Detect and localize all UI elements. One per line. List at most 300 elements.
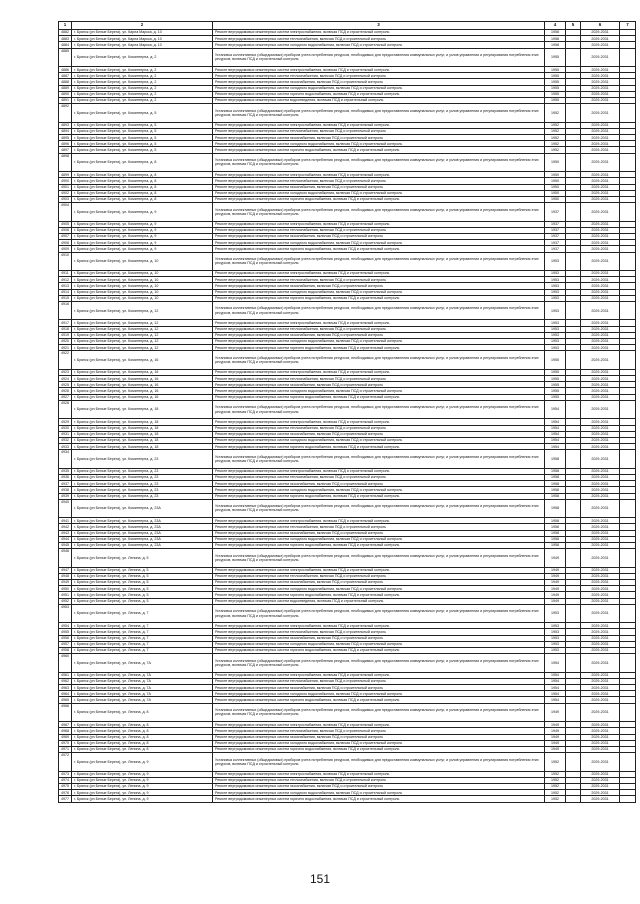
empty-cell <box>620 153 636 172</box>
work-type-cell: Ремонт внутридомовых инженерных систем электроснабжения, включая ПСД и строительный контроль <box>213 172 545 178</box>
work-type-cell: Установка коллективных (общедомовых) приборов учета потребления ресурсов, необходимых для предоставления коммунальных услуг, и узлов управления и регулирования потребления этих ресурсов, включая ПСД и строительный контроль <box>213 450 545 469</box>
work-type-cell: Ремонт внутридомовых инженерных систем холодного водоснабжения, включая ПСД и строительный контроль <box>213 487 545 493</box>
address-cell: г. Брянск (рп Белые Берега), ул. Ленина, д. 7 <box>72 623 213 629</box>
period-cell: 2029-2031 <box>581 678 620 684</box>
address-cell: г. Брянск (рп Белые Берега), ул. Ленина, д. 8 <box>72 722 213 728</box>
build-year-cell: 1958 <box>545 493 566 499</box>
row-number-cell: 4929 <box>59 419 72 425</box>
address-cell: г. Брянск (рп Белые Берега), ул. Ленина, д. 5 <box>72 549 213 568</box>
build-year-cell: 1958 <box>545 487 566 493</box>
build-year-cell: 1958 <box>545 530 566 536</box>
period-cell: 2029-2031 <box>581 790 620 796</box>
row-number-cell: 4889 <box>59 85 72 91</box>
row-number-cell: 4918 <box>59 326 72 332</box>
build-year-cell: 1954 <box>545 400 566 419</box>
row-number-cell: 4884 <box>59 42 72 48</box>
period-cell: 2029-2031 <box>581 592 620 598</box>
period-cell: 2029-2031 <box>581 468 620 474</box>
build-year-cell: 1952 <box>545 777 566 783</box>
address-cell: г. Брянск (рп Белые Берега), ул. Ленина, д. 7 <box>72 635 213 641</box>
row-number-cell: 4930 <box>59 425 72 431</box>
build-year-cell: 1949 <box>545 728 566 734</box>
work-type-cell: Ремонт внутридомовых инженерных систем горячего водоснабжения, включая ПСД и строительный контроль <box>213 295 545 301</box>
address-cell: г. Брянск (рп Белые Берега), ул. Ленина, д. 5 <box>72 598 213 604</box>
empty-cell <box>566 549 581 568</box>
row-number-cell: 4890 <box>59 91 72 97</box>
address-cell: г. Брянск (рп Белые Берега), ул. Коминтерна, д. 16 <box>72 376 213 382</box>
address-cell: г. Брянск (рп Белые Берега), ул. Коминтерна, д. 10 <box>72 277 213 283</box>
build-year-cell: 1952 <box>545 753 566 772</box>
work-type-cell: Ремонт внутридомовых инженерных систем холодного водоснабжения, включая ПСД и строительный контроль <box>213 691 545 697</box>
address-cell: г. Брянск (рп Белые Берега), ул. Коминтерна, д. 2 <box>72 79 213 85</box>
row-number-cell: 4956 <box>59 635 72 641</box>
column-number-row <box>59 22 636 30</box>
empty-cell <box>620 203 636 222</box>
work-type-cell: Установка коллективных (общедомовых) приборов учета потребления ресурсов, необходимых для предоставления коммунальных услуг, и узлов управления и регулирования потребления этих ресурсов, включая ПСД и строительный контроль <box>213 153 545 172</box>
build-year-cell: 1958 <box>545 36 566 42</box>
table-row <box>59 499 636 518</box>
period-cell: 2029-2031 <box>581 487 620 493</box>
work-type-cell: Ремонт внутридомовых инженерных систем электроснабжения, включая ПСД и строительный контроль <box>213 122 545 128</box>
address-cell: г. Брянск (рп Белые Берега), ул. Коминтерна, д. 16 <box>72 382 213 388</box>
build-year-cell: 1958 <box>545 468 566 474</box>
row-number-cell: 4936 <box>59 474 72 480</box>
col-1-header: 1 <box>59 22 72 30</box>
period-cell: 2029-2031 <box>581 240 620 246</box>
address-cell: г. Брянск (рп Белые Берега), ул. Ленина, д. 8 <box>72 740 213 746</box>
table-body <box>59 30 636 803</box>
address-cell: г. Брянск (рп Белые Берега), ул. Коминтерна, д. 9 <box>72 246 213 252</box>
work-type-cell: Ремонт внутридомовых инженерных систем электроснабжения, включая ПСД и строительный контроль <box>213 67 545 73</box>
build-year-cell: 1953 <box>545 623 566 629</box>
period-cell: 2029-2031 <box>581 67 620 73</box>
row-number-cell: 4946 <box>59 549 72 568</box>
row-number-cell: 4950 <box>59 586 72 592</box>
work-type-cell: Ремонт внутридомовых инженерных систем газоснабжения, включая ПСД и строительный контроль <box>213 685 545 691</box>
address-cell: г. Брянск (рп Белые Берега), ул. Коминтерна, д. 16 <box>72 388 213 394</box>
work-type-cell: Ремонт внутридомовых инженерных систем газоснабжения, включая ПСД и строительный контроль <box>213 233 545 239</box>
empty-cell <box>566 351 581 370</box>
period-cell: 2029-2031 <box>581 73 620 79</box>
work-type-cell: Ремонт внутридомовых инженерных систем холодного водоснабжения, включая ПСД и строительный контроль <box>213 339 545 345</box>
build-year-cell: 1955 <box>545 67 566 73</box>
address-cell: г. Брянск (рп Белые Берега), ул. Ленина, д. 7 <box>72 648 213 654</box>
work-type-cell: Установка коллективных (общедомовых) приборов учета потребления ресурсов, необходимых для предоставления коммунальных услуг, и узлов управления и регулирования потребления этих ресурсов, включая ПСД и строительный контроль <box>213 604 545 623</box>
work-type-cell: Ремонт внутридомовых инженерных систем электроснабжения, включая ПСД и строительный контроль <box>213 672 545 678</box>
work-type-cell: Установка коллективных (общедомовых) приборов учета потребления ресурсов, необходимых для предоставления коммунальных услуг, и узлов управления и регулирования потребления этих ресурсов, включая ПСД и строительный контроль <box>213 48 545 67</box>
empty-cell <box>620 252 636 271</box>
period-cell: 2029-2031 <box>581 85 620 91</box>
table-row <box>59 796 636 802</box>
work-type-cell: Установка коллективных (общедомовых) приборов учета потребления ресурсов, необходимых для предоставления коммунальных услуг, и узлов управления и регулирования потребления этих ресурсов, включая ПСД и строительный контроль <box>213 301 545 320</box>
build-year-cell: 1954 <box>545 685 566 691</box>
address-cell: г. Брянск (рп Белые Берега), ул. Коминтерна, д. 5 <box>72 122 213 128</box>
work-type-cell: Установка коллективных (общедомовых) приборов учета потребления ресурсов, необходимых для предоставления коммунальных услуг, и узлов управления и регулирования потребления этих ресурсов, включая ПСД и строительный контроль <box>213 499 545 518</box>
table-row <box>59 104 636 123</box>
work-type-cell: Установка коллективных (общедомовых) приборов учета потребления ресурсов, необходимых для предоставления коммунальных услуг, и узлов управления и регулирования потребления этих ресурсов, включая ПСД и строительный контроль <box>213 549 545 568</box>
period-cell: 2029-2031 <box>581 536 620 542</box>
row-number-cell: 4911 <box>59 271 72 277</box>
period-cell: 2029-2031 <box>581 388 620 394</box>
build-year-cell: 1952 <box>545 783 566 789</box>
address-cell: г. Брянск (рп Белые Берега), ул. Коминтерна, д. 5 <box>72 141 213 147</box>
empty-cell <box>620 351 636 370</box>
work-type-cell: Ремонт внутридомовых инженерных систем газоснабжения, включая ПСД и строительный контроль <box>213 734 545 740</box>
address-cell: г. Брянск (рп Белые Берега), ул. Ленина, д. 7 <box>72 629 213 635</box>
build-year-cell: 1952 <box>545 141 566 147</box>
row-number-cell: 4922 <box>59 351 72 370</box>
address-cell: г. Брянск (рп Белые Берега), ул. Коминтерна, д. 8 <box>72 153 213 172</box>
address-cell: г. Брянск (рп Белые Берега), ул. Коминтерна, д. 18 <box>72 400 213 419</box>
address-cell: г. Брянск (рп Белые Берега), ул. Коминтерна, д. 9 <box>72 233 213 239</box>
work-type-cell: Ремонт внутридомовых инженерных систем электроснабжения, включая ПСД и строительный контроль <box>213 468 545 474</box>
build-year-cell: 1953 <box>545 635 566 641</box>
build-year-cell: 1958 <box>545 542 566 548</box>
row-number-cell: 4939 <box>59 493 72 499</box>
row-number-cell: 4932 <box>59 437 72 443</box>
work-type-cell: Ремонт внутридомовых инженерных систем холодного водоснабжения, включая ПСД и строительный контроль <box>213 85 545 91</box>
period-cell: 2029-2031 <box>581 635 620 641</box>
address-cell: г. Брянск (рп Белые Берега), ул. Коминтерна, д. 2 <box>72 98 213 104</box>
period-cell: 2029-2031 <box>581 746 620 752</box>
row-number-cell: 4948 <box>59 573 72 579</box>
empty-cell <box>566 203 581 222</box>
period-cell: 2029-2031 <box>581 753 620 772</box>
period-cell: 2029-2031 <box>581 450 620 469</box>
address-cell: г. Брянск (рп Белые Берега), ул. Карла Маркса, д. 10 <box>72 36 213 42</box>
period-cell: 2029-2031 <box>581 221 620 227</box>
empty-cell <box>620 604 636 623</box>
build-year-cell: 1952 <box>545 135 566 141</box>
col-3-header: 3 <box>213 22 545 30</box>
build-year-cell: 1950 <box>545 190 566 196</box>
address-cell: г. Брянск (рп Белые Берега), ул. Коминтерна, д. 12 <box>72 301 213 320</box>
build-year-cell: 1958 <box>545 536 566 542</box>
address-cell: г. Брянск (рп Белые Берега), ул. Коминтерна, д. 12 <box>72 345 213 351</box>
address-cell: г. Брянск (рп Белые Берега), ул. Коминтерна, д. 23А <box>72 524 213 530</box>
table-row <box>59 48 636 67</box>
period-cell: 2029-2031 <box>581 530 620 536</box>
row-number-cell: 4901 <box>59 184 72 190</box>
build-year-cell: 1955 <box>545 79 566 85</box>
period-cell: 2029-2031 <box>581 685 620 691</box>
build-year-cell: 1953 <box>545 332 566 338</box>
row-number-cell: 4955 <box>59 629 72 635</box>
row-number-cell: 4894 <box>59 128 72 134</box>
address-cell: г. Брянск (рп Белые Берега), ул. Коминтерна, д. 8 <box>72 184 213 190</box>
period-cell: 2029-2031 <box>581 740 620 746</box>
build-year-cell: 1955 <box>545 73 566 79</box>
build-year-cell: 1953 <box>545 641 566 647</box>
build-year-cell: 1953 <box>545 604 566 623</box>
row-number-cell: 4883 <box>59 36 72 42</box>
address-cell: г. Брянск (рп Белые Берега), ул. Коминтерна, д. 23 <box>72 493 213 499</box>
empty-cell <box>566 48 581 67</box>
build-year-cell: 1952 <box>545 771 566 777</box>
build-year-cell: 1958 <box>545 30 566 36</box>
address-cell: г. Брянск (рп Белые Берега), ул. Коминтерна, д. 23А <box>72 536 213 542</box>
work-type-cell: Ремонт внутридомовых инженерных систем горячего водоснабжения, включая ПСД и строительный контроль <box>213 493 545 499</box>
page-number: 151 <box>309 872 331 886</box>
table-row <box>59 203 636 222</box>
address-cell: г. Брянск (рп Белые Берега), ул. Ленина, д. 8 <box>72 703 213 722</box>
build-year-cell: 1949 <box>545 586 566 592</box>
period-cell: 2029-2031 <box>581 499 620 518</box>
build-year-cell: 1958 <box>545 524 566 530</box>
work-type-cell: Ремонт внутридомовых инженерных систем теплоснабжения, включая ПСД и строительный контроль <box>213 777 545 783</box>
work-type-cell: Ремонт внутридомовых инженерных систем газоснабжения, включая ПСД и строительный контроль <box>213 382 545 388</box>
row-number-cell: 4977 <box>59 796 72 802</box>
row-number-cell: 4906 <box>59 227 72 233</box>
row-number-cell: 4882 <box>59 30 72 36</box>
row-number-cell: 4973 <box>59 771 72 777</box>
build-year-cell: 1949 <box>545 722 566 728</box>
work-type-cell: Ремонт внутридомовых инженерных систем теплоснабжения, включая ПСД и строительный контроль <box>213 128 545 134</box>
build-year-cell: 1954 <box>545 697 566 703</box>
row-number-cell: 4933 <box>59 444 72 450</box>
table-row <box>59 301 636 320</box>
row-number-cell: 4976 <box>59 790 72 796</box>
address-cell: г. Брянск (рп Белые Берега), ул. Ленина, д. 7А <box>72 697 213 703</box>
address-cell: г. Брянск (рп Белые Берега), ул. Коминтерна, д. 16 <box>72 351 213 370</box>
row-number-cell: 4898 <box>59 153 72 172</box>
row-number-cell: 4925 <box>59 382 72 388</box>
build-year-cell: 1953 <box>545 295 566 301</box>
row-number-cell: 4951 <box>59 592 72 598</box>
table-row <box>59 549 636 568</box>
build-year-cell: 1949 <box>545 567 566 573</box>
row-number-cell: 4916 <box>59 301 72 320</box>
period-cell: 2029-2031 <box>581 629 620 635</box>
address-cell: г. Брянск (рп Белые Берега), ул. Коминтерна, д. 23 <box>72 481 213 487</box>
build-year-cell: 1950 <box>545 153 566 172</box>
row-number-cell: 4954 <box>59 623 72 629</box>
period-cell: 2029-2031 <box>581 697 620 703</box>
col-2-header: 2 <box>72 22 213 30</box>
row-number-cell: 4904 <box>59 203 72 222</box>
table-row <box>59 252 636 271</box>
address-cell: г. Брянск (рп Белые Берега), ул. Коминтерна, д. 2 <box>72 67 213 73</box>
work-type-cell: Ремонт внутридомовых инженерных систем газоснабжения, включая ПСД и строительный контроль <box>213 783 545 789</box>
period-cell: 2029-2031 <box>581 369 620 375</box>
build-year-cell: 1949 <box>545 592 566 598</box>
build-year-cell: 1937 <box>545 221 566 227</box>
address-cell: г. Брянск (рп Белые Берега), ул. Ленина, д. 8 <box>72 728 213 734</box>
build-year-cell: 1950 <box>545 184 566 190</box>
period-cell: 2029-2031 <box>581 147 620 153</box>
build-year-cell: 1958 <box>545 474 566 480</box>
period-cell: 2029-2031 <box>581 604 620 623</box>
work-type-cell: Ремонт внутридомовых инженерных систем горячего водоснабжения, включая ПСД и строительный контроль <box>213 746 545 752</box>
work-type-cell: Ремонт внутридомовых инженерных систем электроснабжения, включая ПСД и строительный контроль <box>213 722 545 728</box>
table-row <box>59 654 636 673</box>
period-cell: 2029-2031 <box>581 135 620 141</box>
address-cell: г. Брянск (рп Белые Берега), ул. Коминтерна, д. 9 <box>72 240 213 246</box>
build-year-cell: 1952 <box>545 796 566 802</box>
work-type-cell: Ремонт внутридомовых инженерных систем горячего водоснабжения, включая ПСД и строительный контроль <box>213 592 545 598</box>
row-number-cell: 4935 <box>59 468 72 474</box>
build-year-cell: 1954 <box>545 672 566 678</box>
work-type-cell: Ремонт внутридомовых инженерных систем газоснабжения, включая ПСД и строительный контроль <box>213 635 545 641</box>
period-cell: 2029-2031 <box>581 30 620 36</box>
address-cell: г. Брянск (рп Белые Берега), ул. Коминтерна, д. 5 <box>72 104 213 123</box>
work-type-cell: Ремонт внутридомовых инженерных систем газоснабжения, включая ПСД и строительный контроль <box>213 283 545 289</box>
work-type-cell: Ремонт внутридомовых инженерных систем холодного водоснабжения, включая ПСД и строительный контроль <box>213 42 545 48</box>
build-year-cell: 1954 <box>545 678 566 684</box>
work-type-cell: Ремонт внутридомовых инженерных систем электроснабжения, включая ПСД и строительный контроль <box>213 771 545 777</box>
build-year-cell: 1953 <box>545 301 566 320</box>
build-year-cell: 1952 <box>545 104 566 123</box>
row-number-cell: 4960 <box>59 654 72 673</box>
build-year-cell: 1953 <box>545 326 566 332</box>
work-type-cell: Ремонт внутридомовых инженерных систем электроснабжения, включая ПСД и строительный контроль <box>213 518 545 524</box>
work-type-cell: Ремонт внутридомовых инженерных систем холодного водоснабжения, включая ПСД и строительный контроль <box>213 740 545 746</box>
period-cell: 2029-2031 <box>581 172 620 178</box>
work-type-cell: Установка коллективных (общедомовых) приборов учета потребления ресурсов, необходимых для предоставления коммунальных услуг, и узлов управления и регулирования потребления этих ресурсов, включая ПСД и строительный контроль <box>213 351 545 370</box>
build-year-cell: 1953 <box>545 339 566 345</box>
period-cell: 2029-2031 <box>581 277 620 283</box>
row-number-cell: 4896 <box>59 141 72 147</box>
row-number-cell: 4952 <box>59 598 72 604</box>
build-year-cell: 1952 <box>545 147 566 153</box>
row-number-cell: 4899 <box>59 172 72 178</box>
address-cell: г. Брянск (рп Белые Берега), ул. Ленина, д. 8 <box>72 746 213 752</box>
row-number-cell: 4927 <box>59 394 72 400</box>
row-number-cell: 4895 <box>59 135 72 141</box>
row-number-cell: 4900 <box>59 178 72 184</box>
work-type-cell: Ремонт внутридомовых инженерных систем теплоснабжения, включая ПСД и строительный контроль <box>213 474 545 480</box>
build-year-cell: 1952 <box>545 790 566 796</box>
row-number-cell: 4908 <box>59 240 72 246</box>
period-cell: 2029-2031 <box>581 641 620 647</box>
row-number-cell: 4962 <box>59 678 72 684</box>
address-cell: г. Брянск (рп Белые Берега), ул. Коминтерна, д. 8 <box>72 190 213 196</box>
row-number-cell: 4969 <box>59 734 72 740</box>
period-cell: 2029-2031 <box>581 122 620 128</box>
work-type-cell: Ремонт внутридомовых инженерных систем горячего водоснабжения, включая ПСД и строительный контроль <box>213 542 545 548</box>
address-cell: г. Брянск (рп Белые Берега), ул. Коминтерна, д. 12 <box>72 326 213 332</box>
row-number-cell: 4967 <box>59 722 72 728</box>
work-type-cell: Ремонт внутридомовых инженерных систем горячего водоснабжения, включая ПСД и строительный контроль <box>213 796 545 802</box>
address-cell: г. Брянск (рп Белые Берега), ул. Коминтерна, д. 23 <box>72 450 213 469</box>
table-row <box>59 703 636 722</box>
period-cell: 2029-2031 <box>581 648 620 654</box>
work-type-cell: Ремонт внутридомовых инженерных систем электроснабжения, включая ПСД и строительный контроль <box>213 221 545 227</box>
work-type-cell: Ремонт внутридомовых инженерных систем теплоснабжения, включая ПСД и строительный контроль <box>213 73 545 79</box>
period-cell: 2029-2031 <box>581 320 620 326</box>
address-cell: г. Брянск (рп Белые Берега), ул. Коминтерна, д. 12 <box>72 339 213 345</box>
address-cell: г. Брянск (рп Белые Берега), ул. Ленина, д. 9 <box>72 796 213 802</box>
build-year-cell: 1954 <box>545 444 566 450</box>
period-cell: 2029-2031 <box>581 36 620 42</box>
row-number-cell: 4921 <box>59 345 72 351</box>
work-type-cell: Ремонт внутридомовых инженерных систем электроснабжения, включая ПСД и строительный контроль <box>213 271 545 277</box>
work-type-cell: Ремонт внутридомовых инженерных систем холодного водоснабжения, включая ПСД и строительный контроль <box>213 790 545 796</box>
address-cell: г. Брянск (рп Белые Берега), ул. Коминтерна, д. 8 <box>72 178 213 184</box>
col-4-header: 4 <box>545 22 566 30</box>
work-type-cell: Ремонт внутридомовых инженерных систем теплоснабжения, включая ПСД и строительный контроль <box>213 277 545 283</box>
work-type-cell: Ремонт внутридомовых инженерных систем теплоснабжения, включая ПСД и строительный контроль <box>213 376 545 382</box>
build-year-cell: 1953 <box>545 648 566 654</box>
row-number-cell: 4926 <box>59 388 72 394</box>
empty-cell <box>620 703 636 722</box>
work-type-cell: Ремонт внутридомовых инженерных систем теплоснабжения, включая ПСД и строительный контроль <box>213 629 545 635</box>
work-type-cell: Ремонт внутридомовых инженерных систем теплоснабжения, включая ПСД и строительный контроль <box>213 524 545 530</box>
address-cell: г. Брянск (рп Белые Берега), ул. Ленина, д. 7 <box>72 641 213 647</box>
build-year-cell: 1958 <box>545 42 566 48</box>
period-cell: 2029-2031 <box>581 672 620 678</box>
period-cell: 2029-2031 <box>581 431 620 437</box>
row-number-cell: 4961 <box>59 672 72 678</box>
work-type-cell: Ремонт внутридомовых инженерных систем газоснабжения, включая ПСД и строительный контроль <box>213 530 545 536</box>
work-type-cell: Ремонт внутридомовых инженерных систем горячего водоснабжения, включая ПСД и строительный контроль <box>213 345 545 351</box>
work-type-cell: Установка коллективных (общедомовых) приборов учета потребления ресурсов, необходимых для предоставления коммунальных услуг, и узлов управления и регулирования потребления этих ресурсов, включая ПСД и строительный контроль <box>213 203 545 222</box>
period-cell: 2029-2031 <box>581 271 620 277</box>
empty-cell <box>566 499 581 518</box>
period-cell: 2029-2031 <box>581 345 620 351</box>
period-cell: 2029-2031 <box>581 128 620 134</box>
period-cell: 2029-2031 <box>581 91 620 97</box>
build-year-cell: 1949 <box>545 573 566 579</box>
build-year-cell: 1955 <box>545 388 566 394</box>
period-cell: 2029-2031 <box>581 573 620 579</box>
build-year-cell: 1952 <box>545 122 566 128</box>
empty-cell <box>566 104 581 123</box>
build-year-cell: 1955 <box>545 91 566 97</box>
work-type-cell: Ремонт внутридомовых инженерных систем теплоснабжения, включая ПСД и строительный контроль <box>213 326 545 332</box>
build-year-cell: 1958 <box>545 518 566 524</box>
build-year-cell: 1958 <box>545 499 566 518</box>
work-type-cell: Ремонт внутридомовых инженерных систем холодного водоснабжения, включая ПСД и строительный контроль <box>213 586 545 592</box>
work-type-cell: Ремонт внутридомовых инженерных систем холодного водоснабжения, включая ПСД и строительный контроль <box>213 141 545 147</box>
period-cell: 2029-2031 <box>581 351 620 370</box>
build-year-cell: 1955 <box>545 48 566 67</box>
row-number-cell: 4931 <box>59 431 72 437</box>
period-cell: 2029-2031 <box>581 227 620 233</box>
address-cell: г. Брянск (рп Белые Берега), ул. Ленина, д. 9 <box>72 753 213 772</box>
row-number-cell: 4888 <box>59 79 72 85</box>
address-cell: г. Брянск (рп Белые Берега), ул. Коминтерна, д. 2 <box>72 73 213 79</box>
address-cell: г. Брянск (рп Белые Берега), ул. Коминтерна, д. 5 <box>72 147 213 153</box>
work-type-cell: Ремонт внутридомовых инженерных систем газоснабжения, включая ПСД и строительный контроль <box>213 184 545 190</box>
row-number-cell: 4966 <box>59 703 72 722</box>
row-number-cell: 4923 <box>59 369 72 375</box>
row-number-cell: 4944 <box>59 536 72 542</box>
work-type-cell: Ремонт внутридомовых инженерных систем теплоснабжения, включая ПСД и строительный контроль <box>213 573 545 579</box>
row-number-cell: 4912 <box>59 277 72 283</box>
work-type-cell: Ремонт внутридомовых инженерных систем теплоснабжения, включая ПСД и строительный контроль <box>213 425 545 431</box>
period-cell: 2029-2031 <box>581 326 620 332</box>
work-type-cell: Ремонт внутридомовых инженерных систем газоснабжения, включая ПСД и строительный контроль <box>213 135 545 141</box>
work-type-cell: Ремонт внутридомовых инженерных систем электроснабжения, включая ПСД и строительный контроль <box>213 623 545 629</box>
address-cell: г. Брянск (рп Белые Берега), ул. Коминтерна, д. 23А <box>72 518 213 524</box>
row-number-cell: 4910 <box>59 252 72 271</box>
work-type-cell: Установка коллективных (общедомовых) приборов учета потребления ресурсов, необходимых для предоставления коммунальных услуг, и узлов управления и регулирования потребления этих ресурсов, включая ПСД и строительный контроль <box>213 753 545 772</box>
address-cell: г. Брянск (рп Белые Берега), ул. Коминтерна, д. 10 <box>72 295 213 301</box>
address-cell: г. Брянск (рп Белые Берега), ул. Ленина, д. 5 <box>72 592 213 598</box>
work-type-cell: Ремонт внутридомовых инженерных систем газоснабжения, включая ПСД и строительный контроль <box>213 79 545 85</box>
build-year-cell: 1958 <box>545 450 566 469</box>
period-cell: 2029-2031 <box>581 376 620 382</box>
period-cell: 2029-2031 <box>581 400 620 419</box>
empty-cell <box>566 753 581 772</box>
row-number-cell: 4975 <box>59 783 72 789</box>
period-cell: 2029-2031 <box>581 722 620 728</box>
period-cell: 2029-2031 <box>581 48 620 67</box>
work-type-cell: Ремонт внутридомовых инженерных систем холодного водоснабжения, включая ПСД и строительный контроль <box>213 536 545 542</box>
period-cell: 2029-2031 <box>581 394 620 400</box>
period-cell: 2029-2031 <box>581 295 620 301</box>
